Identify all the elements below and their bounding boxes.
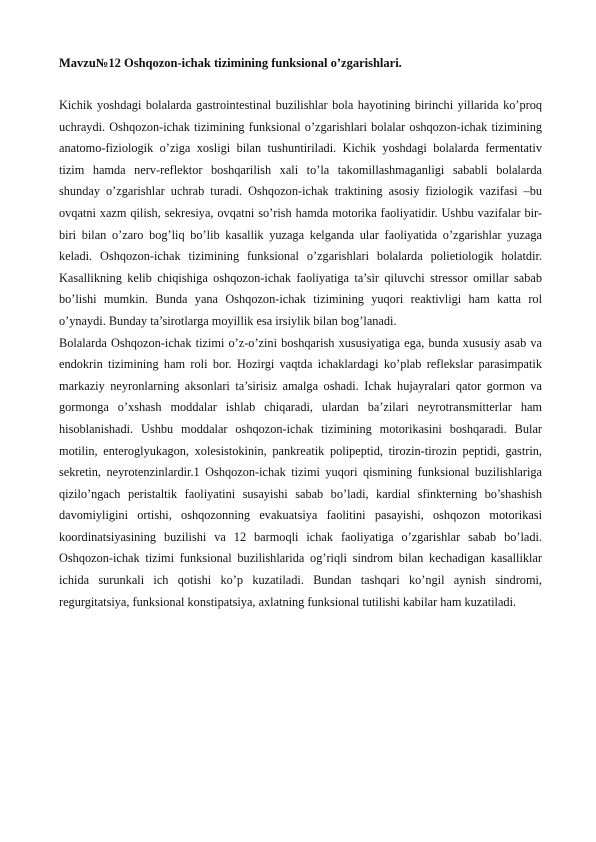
page-title: Mavzu№12 Oshqozon-ichak tizimining funksional o’zgarishlari. — [59, 56, 402, 70]
paragraph-2: Bolalarda Oshqozon-ichak tizimi o’z-o’zini boshqarish xususiyatiga ega, bunda xususiy asab va endokrin tizimining ham roli bor. Hozirgi vaqtda ichaklardagi ko’plab reflekslar parasimpatik markaziy neyronlarning aksonlari ta’sirisiz amalga oshadi. Ichak hujayralari qator gormon va gormonga o’xshash moddalar ishlab chiqaradi, ulardan ba’zilari neyrotransmitterlar ham hisoblanishadi. Ushbu moddalar oshqozon-ichak tizimining motorikasini boshqaradi. Bular motilin, enteroglyukagon, xolesistokinin, pankreatik polipeptid, tirozin-tirozin peptidi, gastrin, sekretin, neyrotenzinlardir.1 Oshqozon-ichak tizimi yuqori qismining funksional buzilishlariga qizilo’ngach peristaltik faoliyatini susayishi sabab bo’ladi, kardial sfinkterning bo’shashish davomiyligini ortishi, oshqozonning evakuatsiya faolitini pasayishi, oshqozon motorikasi koordinatsiyasining buzilishi va 12 barmoqli ichak faoliyatiga o’zgarishlar sabab bo’ladi. Oshqozon-ichak tizimi funksional buzilishlarida og’riqli sindrom bilan kechadigan kasalliklar ichida surunkali ich qotishi ko’p kuzatiladi. Bundan tashqari ko’ngil aynish sindromi, regurgitatsiya, funksional konstipatsiya, axlatning funksional tutilishi kabilar ham kuzatiladi. — [59, 335, 542, 609]
paragraph-1: Kichik yoshdagi bolalarda gastrointestinal buzilishlar bola hayotining birinchi yillarida ko’proq uchraydi. Oshqozon-ichak tizimining funksional o’zgarishlari bolalar oshqozon-ichak tizimining anatomo-fiziologik o’ziga xosligi bilan tushuntiriladi. Kichik yoshdagi bolalarda fermentativ tizim hamda nerv-reflektor boshqarilish xali to’la takomillashmaganligi sababli bolalarda shunday o’zgarishlar uchrab turadi. Oshqozon-ichak traktining asosiy fiziologik vazifasi –bu ovqatni xazm qilish, sekresiya, ovqatni so’rish hamda motorika faoliyatidir. Ushbu vazifalar bir-biri bilan o’zaro bog’liq bo’lib kasallik yuzaga kelganda ular faoliyatida o’zgarishlar yuzaga keladi. Oshqozon-ichak tizimining funksional o’zgarishlari bolalarda polietiologik holatdir. Kasallikning kelib chiqishiga oshqozon-ichak faoliyatiga ta’sir qiluvchi stressor omillar sabab bo’lishi mumkin. Bunda yana Oshqozon-ichak tizimining yuqori reaktivligi ham katta rol o’ynaydi. Bunday ta’sirotlarga moyillik esa irsiylik bilan bog’lanadi. — [59, 98, 542, 328]
body-text — [59, 95, 542, 613]
